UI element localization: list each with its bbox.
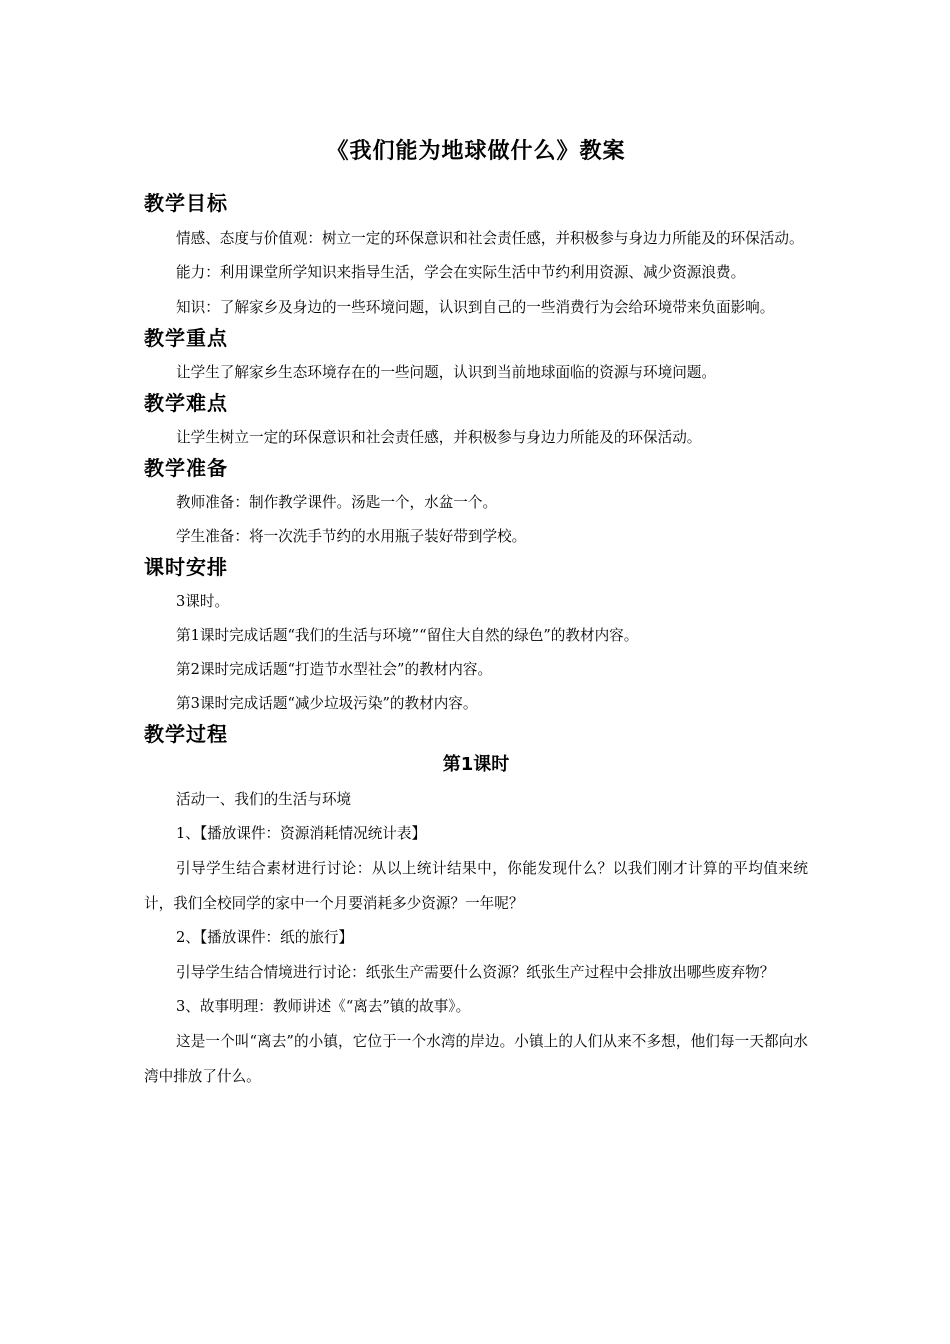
section-process — [144, 721, 808, 1094]
paragraph: 第3课时完成话题“减少垃圾污染”的教材内容。 — [176, 695, 478, 712]
section-objectives — [144, 190, 808, 325]
paragraph: 能力：利用课堂所学知识来指导生活，学会在实际生活中节约利用资源、减少资源浪费。 — [176, 264, 746, 281]
section-heading: 教学过程 — [144, 722, 228, 746]
paragraph: 知识：了解家乡及身边的一些环境问题，认识到自己的一些消费行为会给环境带来负面影响。 — [176, 299, 775, 316]
paragraph: 情感、态度与价值观：树立一定的环保意识和社会责任感，并积极参与身边力所能及的环保活动。 — [176, 230, 804, 247]
section-heading: 教学目标 — [144, 191, 228, 215]
section-heading: 教学重点 — [144, 326, 228, 350]
paragraph: 第2课时完成话题“打造节水型社会”的教材内容。 — [176, 661, 493, 678]
section-heading: 教学难点 — [144, 391, 228, 415]
paragraph: 活动一、我们的生活与环境 — [176, 791, 352, 808]
paragraph: 3课时。 — [176, 593, 230, 610]
section-difficulties — [144, 390, 808, 455]
section-key-points — [144, 325, 808, 390]
paragraph: 学生准备：将一次洗手节约的水用瓶子装好带到学校。 — [176, 528, 527, 545]
document-title: 《我们能为地球做什么》教案 — [326, 139, 626, 164]
paragraph: 引导学生结合素材进行讨论：从以上统计结果中，你能发现什么？以我们刚才计算的平均值来统计，我们全校同学的家中一个月要消耗多少资源？一年呢？ — [144, 860, 808, 912]
paragraph: 让学生树立一定的环保意识和社会责任感，并积极参与身边力所能及的环保活动。 — [176, 429, 702, 446]
paragraph: 教师准备：制作教学课件。汤匙一个，水盆一个。 — [176, 494, 498, 511]
section-preparation — [144, 455, 808, 554]
paragraph: 让学生了解家乡生态环境存在的一些问题，认识到当前地球面临的资源与环境问题。 — [176, 364, 716, 381]
paragraph: 3、故事明理：教师讲述《“离去”镇的故事》。 — [176, 998, 471, 1015]
section-schedule — [144, 554, 808, 721]
section-heading: 教学准备 — [144, 456, 228, 480]
paragraph: 这是一个叫“离去”的小镇，它位于一个水湾的岸边。小镇上的人们从来不多想，他们每一天都向水湾中排放了什么。 — [144, 1033, 808, 1085]
paragraph: 第1课时完成话题“我们的生活与环境”“留住大自然的绿色”的教材内容。 — [176, 627, 639, 644]
paragraph: 1、【播放课件：资源消耗情况统计表】 — [176, 825, 427, 842]
section-heading: 课时安排 — [144, 555, 228, 579]
paragraph: 2、【播放课件：纸的旅行】 — [176, 929, 354, 946]
paragraph: 引导学生结合情境进行讨论：纸张生产需要什么资源？纸张生产过程中会排放出哪些废弃物？ — [176, 964, 775, 981]
lesson-title: 第1课时 — [442, 754, 510, 775]
